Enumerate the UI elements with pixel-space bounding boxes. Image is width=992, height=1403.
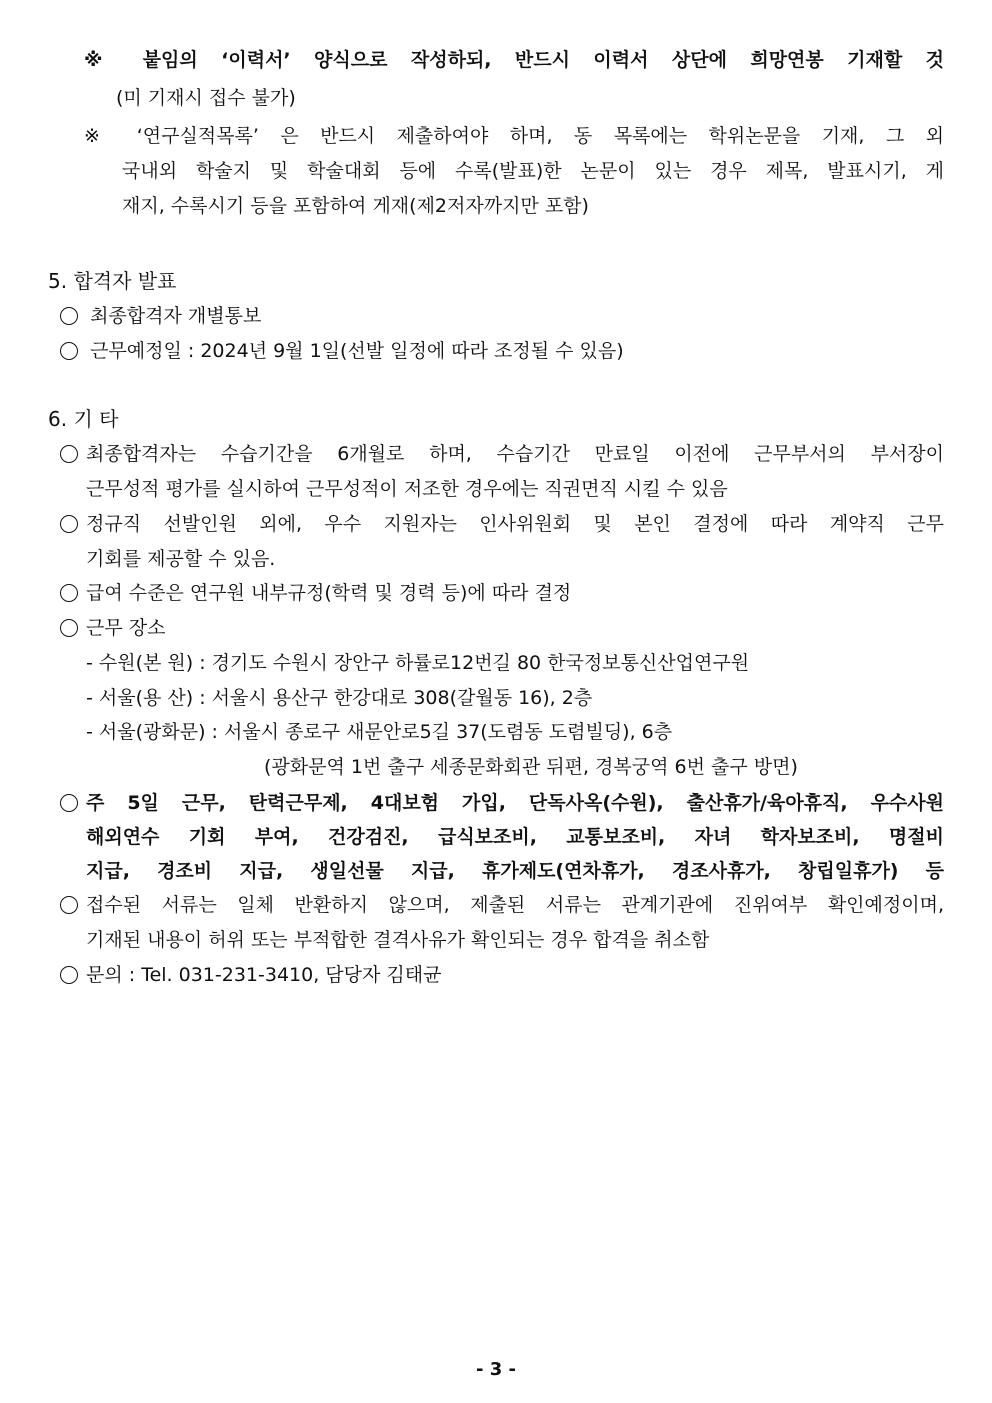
note-research-line-1: ※ ‘연구실적목록’ 은 반드시 제출하여야 하며, 동 목록에는 학위논문을 기재, 그 외 bbox=[84, 125, 944, 147]
location-note: (광화문역 1번 출구 세종문화회관 뒤편, 경복궁역 6번 출구 방면) bbox=[264, 756, 798, 778]
section-6-item bbox=[60, 442, 78, 466]
benefits-line-2: 해외연수 기회 부여, 건강검진, 급식보조비, 교통보조비, 자녀 학자보조비, 명절비 bbox=[86, 826, 944, 848]
circle-bullet-icon bbox=[60, 515, 78, 533]
section-6-item bbox=[60, 616, 78, 640]
location-yongsan: - 서울(용 산) : 서울시 용산구 한강대로 308(갈월동 16), 2층 bbox=[86, 687, 593, 709]
location-gwanghwamun: - 서울(광화문) : 서울시 종로구 새문안로5길 37(도렴동 도렴빌딩), 6층 bbox=[86, 721, 673, 743]
section-5-title: 5. 합격자 발표 bbox=[48, 269, 177, 293]
contact-line: 문의 : Tel. 031-231-3410, 담당자 김태균 bbox=[86, 964, 442, 986]
benefits-line-1: 주 5일 근무, 탄력근무제, 4대보험 가입, 단독사옥(수원), 출산휴가/육아휴직, 우수사원 bbox=[86, 792, 944, 814]
salary-line: 급여 수준은 연구원 내부규정(학력 및 경력 등)에 따라 결정 bbox=[86, 582, 572, 604]
benefits-line-3: 지급, 경조비 지급, 생일선물 지급, 휴가제도(연차휴가, 경조사휴가, 창립일휴가) 등 bbox=[86, 860, 944, 882]
section-6-item bbox=[60, 893, 78, 917]
circle-bullet-icon bbox=[60, 794, 78, 812]
circle-bullet-icon bbox=[60, 584, 78, 602]
contract-line-1: 정규직 선발인원 외에, 우수 지원자는 인사위원회 및 본인 결정에 따라 계약직 근무 bbox=[86, 513, 944, 535]
documents-line-1: 접수된 서류는 일체 반환하지 않으며, 제출된 서류는 관계기관에 진위여부 확인예정이며, bbox=[86, 894, 944, 916]
note-resume-line-2: (미 기재시 접수 불가) bbox=[116, 87, 296, 109]
section-5-item-text: 최종합격자 개별통보 bbox=[90, 305, 262, 327]
note-research-line-3: 재지, 수록시기 등을 포함하여 게재(제2저자까지만 포함) bbox=[122, 195, 589, 217]
note-research-line-2: 국내외 학술지 및 학술대회 등에 수록(발표)한 논문이 있는 경우 제목, 발표시기, 게 bbox=[122, 160, 944, 182]
circle-bullet-icon bbox=[60, 896, 78, 914]
circle-bullet-icon bbox=[60, 445, 78, 463]
section-5-item bbox=[60, 304, 261, 328]
circle-bullet-icon bbox=[60, 966, 78, 984]
page-number: - 3 - bbox=[476, 1359, 516, 1380]
section-5-item bbox=[60, 339, 624, 363]
circle-bullet-icon bbox=[60, 342, 78, 360]
note-resume-line-1: ※ 붙임의 ‘이력서’ 양식으로 작성하되, 반드시 이력서 상단에 희망연봉 기재할 것 bbox=[84, 49, 944, 71]
section-6-item bbox=[60, 963, 78, 987]
section-6-item bbox=[60, 791, 78, 815]
section-6-item bbox=[60, 581, 78, 605]
documents-line-2: 기재된 내용이 허위 또는 부적합한 결격사유가 확인되는 경우 합격을 취소함 bbox=[86, 929, 710, 951]
section-6-title: 6. 기 타 bbox=[48, 407, 119, 431]
probation-line-2: 근무성적 평가를 실시하여 근무성적이 저조한 경우에는 직권면직 시킬 수 있음 bbox=[86, 478, 728, 500]
section-6-item bbox=[60, 512, 78, 536]
section-5-item-text: 근무예정일 : 2024년 9월 1일(선발 일정에 따라 조정될 수 있음) bbox=[90, 340, 624, 362]
location-suwon: - 수원(본 원) : 경기도 수원시 장안구 하률로12번길 80 한국정보통신산업연구원 bbox=[86, 652, 750, 674]
probation-line-1: 최종합격자는 수습기간을 6개월로 하며, 수습기간 만료일 이전에 근무부서의 부서장이 bbox=[86, 443, 944, 465]
circle-bullet-icon bbox=[60, 619, 78, 637]
workplace-title: 근무 장소 bbox=[86, 617, 166, 639]
contract-line-2: 기회를 제공할 수 있음. bbox=[86, 548, 276, 570]
circle-bullet-icon bbox=[60, 307, 78, 325]
